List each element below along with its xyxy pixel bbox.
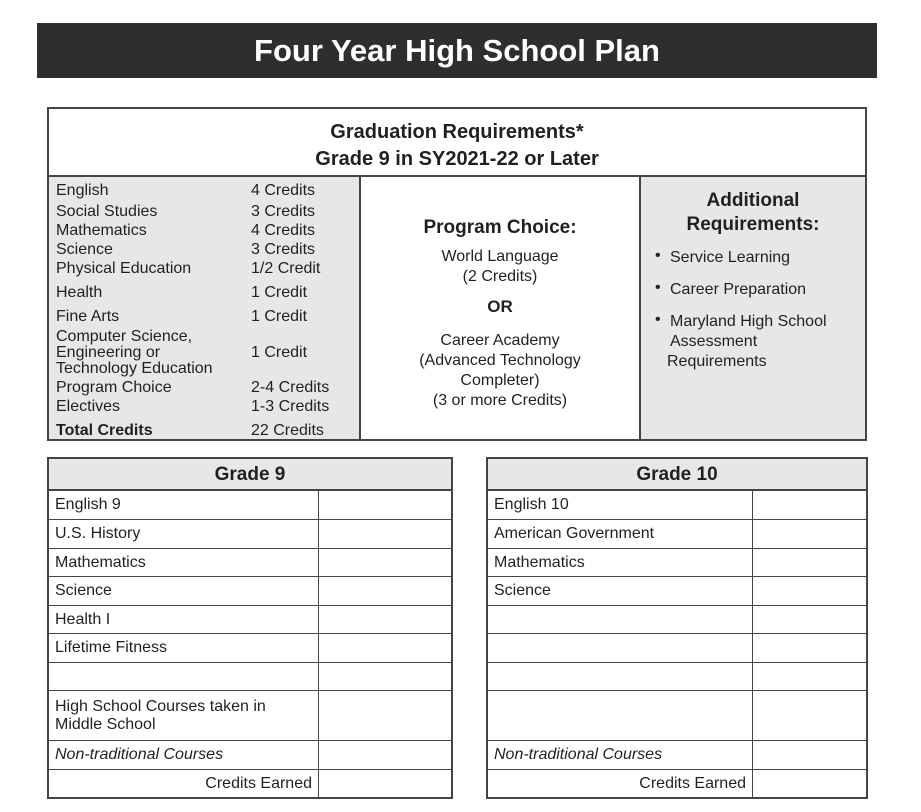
table-row	[49, 691, 451, 741]
table-row	[49, 520, 451, 549]
grade-9-title: Grade 9	[49, 459, 451, 491]
grade-9-table	[47, 457, 453, 799]
credits-fine-arts: 1 Credit	[251, 308, 308, 325]
credits-electives: 1-3 Credits	[251, 398, 330, 415]
table-row	[488, 691, 866, 741]
course-name: American Government	[488, 520, 753, 548]
program-option2-line4: (3 or more Credits)	[432, 392, 568, 409]
program-option2-line3: Completer)	[460, 372, 540, 389]
credit-cell[interactable]	[319, 691, 451, 740]
credit-cell[interactable]	[753, 549, 866, 576]
table-row	[488, 520, 866, 549]
course-name: Mathematics	[49, 549, 319, 576]
requirements-heading-line2: Grade 9 in SY2021-22 or Later	[315, 148, 599, 170]
course-name: English 10	[488, 491, 753, 519]
table-row	[49, 663, 451, 691]
additional-item-service-learning: Service Learning	[670, 249, 791, 266]
credits-science: 3 Credits	[251, 241, 316, 258]
subject-total-credits: Total Credits	[56, 422, 153, 439]
program-choice-column	[361, 177, 639, 439]
middle-school-line1: High School Courses taken in	[55, 697, 266, 715]
credits-health: 1 Credit	[251, 284, 308, 301]
credits-column	[49, 177, 361, 439]
grade-10-table	[486, 457, 868, 799]
credit-cell[interactable]	[753, 520, 866, 548]
program-or: OR	[487, 297, 513, 316]
credits-program-choice: 2-4 Credits	[251, 379, 330, 396]
subject-social-studies: Social Studies	[56, 203, 158, 220]
credit-cell[interactable]	[319, 549, 451, 576]
credits-total: 22 Credits	[251, 422, 324, 439]
table-row	[49, 770, 451, 797]
credit-cell[interactable]	[319, 741, 451, 769]
credit-cell[interactable]	[753, 491, 866, 519]
bullet-icon: •	[655, 311, 661, 328]
credits-earned-cell[interactable]	[753, 770, 866, 797]
credit-cell[interactable]	[319, 577, 451, 605]
table-row	[49, 549, 451, 577]
credits-earned-label: Credits Earned	[49, 770, 319, 797]
course-name: Science	[488, 577, 753, 605]
middle-school-courses-label	[49, 691, 319, 740]
course-name[interactable]	[488, 606, 753, 633]
table-row	[488, 549, 866, 577]
table-row	[488, 577, 866, 606]
table-row	[49, 577, 451, 606]
program-option1-line2: (2 Credits)	[462, 268, 538, 285]
table-row	[488, 634, 866, 663]
course-name: U.S. History	[49, 520, 319, 548]
additional-item-career-preparation: Career Preparation	[670, 281, 807, 298]
course-name: Mathematics	[488, 549, 753, 576]
table-row	[49, 741, 451, 770]
credit-cell[interactable]	[319, 606, 451, 633]
program-option2-line1: Career Academy	[440, 332, 560, 349]
course-name[interactable]	[49, 663, 319, 690]
requirements-heading	[49, 109, 865, 177]
additional-title-line2: Requirements:	[686, 214, 820, 235]
credits-physical-education: 1/2 Credit	[251, 260, 321, 277]
subject-electives: Electives	[56, 398, 121, 415]
course-name: Health I	[49, 606, 319, 633]
requirements-heading-line1: Graduation Requirements*	[330, 121, 584, 143]
table-row	[488, 491, 866, 520]
subject-computer-science-line2: Engineering or	[56, 344, 161, 361]
page-title: Four Year High School Plan	[37, 23, 877, 78]
table-row	[49, 634, 451, 663]
program-option2-line2: (Advanced Technology	[419, 352, 581, 369]
subject-health: Health	[56, 284, 103, 301]
credits-computer-science: 1 Credit	[251, 344, 308, 361]
middle-school-line2: Middle School	[55, 715, 156, 733]
course-name[interactable]	[488, 663, 753, 690]
credits-earned-cell[interactable]	[319, 770, 451, 797]
credit-cell[interactable]	[753, 606, 866, 633]
additional-item-maryland-line1: Maryland High School	[670, 313, 827, 330]
course-name[interactable]	[488, 691, 753, 740]
credits-social-studies: 3 Credits	[251, 203, 316, 220]
program-choice-title: Program Choice:	[423, 217, 577, 238]
credits-mathematics: 4 Credits	[251, 222, 316, 239]
credit-cell[interactable]	[319, 491, 451, 519]
subject-computer-science-line3: Technology Education	[56, 360, 213, 377]
table-row	[488, 606, 866, 634]
subject-english: English	[56, 182, 109, 199]
additional-title-line1: Additional	[706, 190, 800, 211]
subject-program-choice: Program Choice	[56, 379, 172, 396]
subject-computer-science-line1: Computer Science,	[56, 328, 193, 345]
additional-item-maryland-line3: Requirements	[667, 353, 767, 370]
credit-cell[interactable]	[319, 520, 451, 548]
course-name: Science	[49, 577, 319, 605]
program-option1-line1: World Language	[441, 248, 559, 265]
course-name[interactable]	[488, 634, 753, 662]
credits-english: 4 Credits	[251, 182, 316, 199]
credit-cell[interactable]	[753, 577, 866, 605]
subject-science: Science	[56, 241, 113, 258]
table-row	[488, 741, 866, 770]
table-row	[49, 491, 451, 520]
credit-cell[interactable]	[753, 741, 866, 769]
credits-earned-label: Credits Earned	[488, 770, 753, 797]
bullet-icon: •	[655, 279, 661, 296]
table-row	[488, 770, 866, 797]
course-name: Lifetime Fitness	[49, 634, 319, 662]
credit-cell[interactable]	[319, 634, 451, 662]
additional-item-maryland-line2: Assessment	[670, 333, 758, 350]
credit-cell[interactable]	[753, 663, 866, 690]
additional-requirements-column	[639, 177, 865, 439]
graduation-requirements-table	[47, 107, 867, 441]
nontraditional-courses-label: Non-traditional Courses	[488, 741, 753, 769]
bullet-icon: •	[655, 247, 661, 264]
subject-fine-arts: Fine Arts	[56, 308, 120, 325]
course-name: English 9	[49, 491, 319, 519]
credit-cell[interactable]	[319, 663, 451, 690]
grade-10-title: Grade 10	[488, 459, 866, 491]
nontraditional-courses-label: Non-traditional Courses	[49, 741, 319, 769]
credit-cell[interactable]	[753, 691, 866, 740]
additional-title	[641, 189, 865, 237]
table-row	[49, 606, 451, 634]
credit-cell[interactable]	[753, 634, 866, 662]
table-row	[488, 663, 866, 691]
subject-physical-education: Physical Education	[56, 260, 192, 277]
subject-mathematics: Mathematics	[56, 222, 147, 239]
